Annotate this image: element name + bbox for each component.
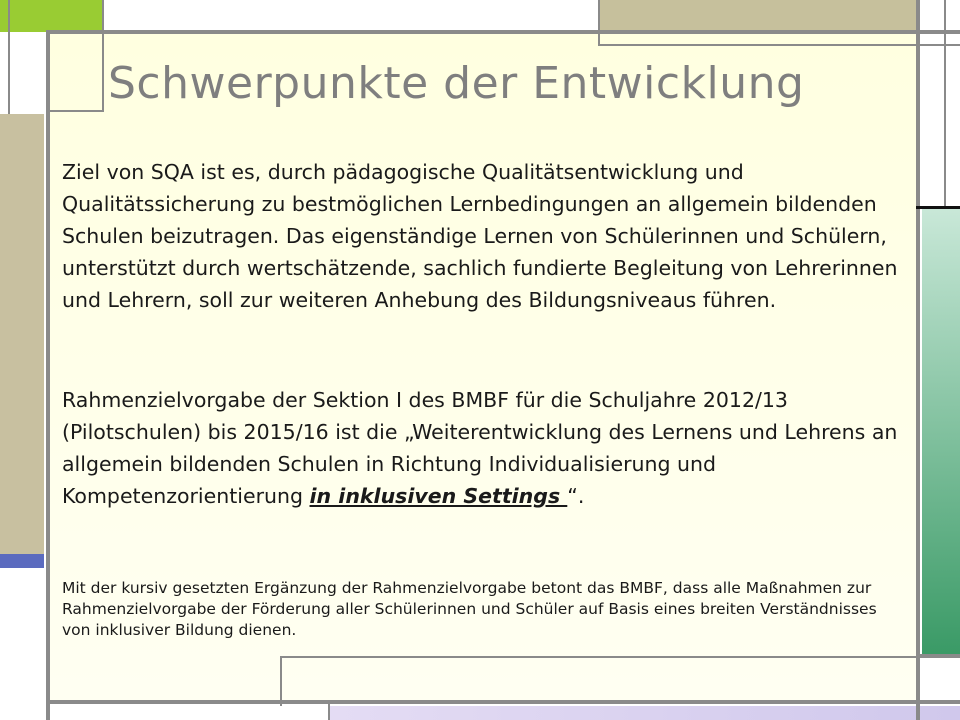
paragraph-framework-text: Rahmenzielvorgabe der Sektion I des BMBF für die Schuljahre 2012/13 (Pilotschulen) bis 2015/16 ist die „Weiterentwicklung des Lernens und Lehrens an allgemein bildenden Schulen in Richtung Individualisierung und Kompetenzorientierung — [62, 388, 898, 508]
top-left-vertical-line — [8, 0, 10, 114]
green-gradient-side-block — [922, 208, 960, 654]
bottom-box-outline-left — [280, 656, 282, 706]
inclusive-settings-emphasis: in inklusiven Settings — [309, 484, 568, 508]
slide-title: Schwerpunkte der Entwicklung — [108, 58, 805, 109]
paragraph-goal: Ziel von SQA ist es, durch pädagogische Qualitätsentwicklung und Qualitätssicherung zu bestmöglichen Lernbedingungen an allgemein bildenden Schulen beizutragen. Das eigenständige Lernen von Schülerinnen und Schülern, unterstützt durch wertschätzende, sachlich fundierte Begleitung von Lehrerinnen und Lehrern, soll zur weiteren Anhebung des Bildungsniveaus führen. — [62, 160, 898, 312]
frame-left-line — [46, 32, 50, 720]
olive-block-outline-bottom — [598, 44, 960, 46]
green-square-decoration — [0, 0, 104, 32]
olive-block-outline-left — [598, 0, 600, 46]
tan-side-block — [0, 114, 44, 554]
square-outline-bottom — [50, 110, 104, 112]
frame-top-line — [46, 30, 960, 34]
blue-stripe-decoration — [0, 554, 44, 568]
olive-top-block — [600, 0, 918, 32]
frame-right-line — [916, 0, 920, 720]
bottom-box-outline-top — [280, 656, 960, 658]
right-top-vertical-line — [944, 0, 946, 208]
paragraph-note: Mit der kursiv gesetzten Ergänzung der Rahmenzielvorgabe betont das BMBF, dass alle Maßnahmen zur Rahmenzielvorgabe der Förderung aller Schülerinnen und Schüler auf Basis eines breiten Verständnisses von inklusiver Bildung dienen. — [62, 579, 877, 639]
frame-bottom-line — [46, 700, 960, 704]
bottom-divider-line — [328, 704, 330, 720]
lavender-bottom-bar — [330, 706, 960, 720]
paragraph-framework — [62, 384, 912, 512]
paragraph-framework-closing: “. — [567, 484, 585, 508]
right-dark-divider — [916, 206, 960, 209]
square-outline-right — [102, 0, 104, 112]
